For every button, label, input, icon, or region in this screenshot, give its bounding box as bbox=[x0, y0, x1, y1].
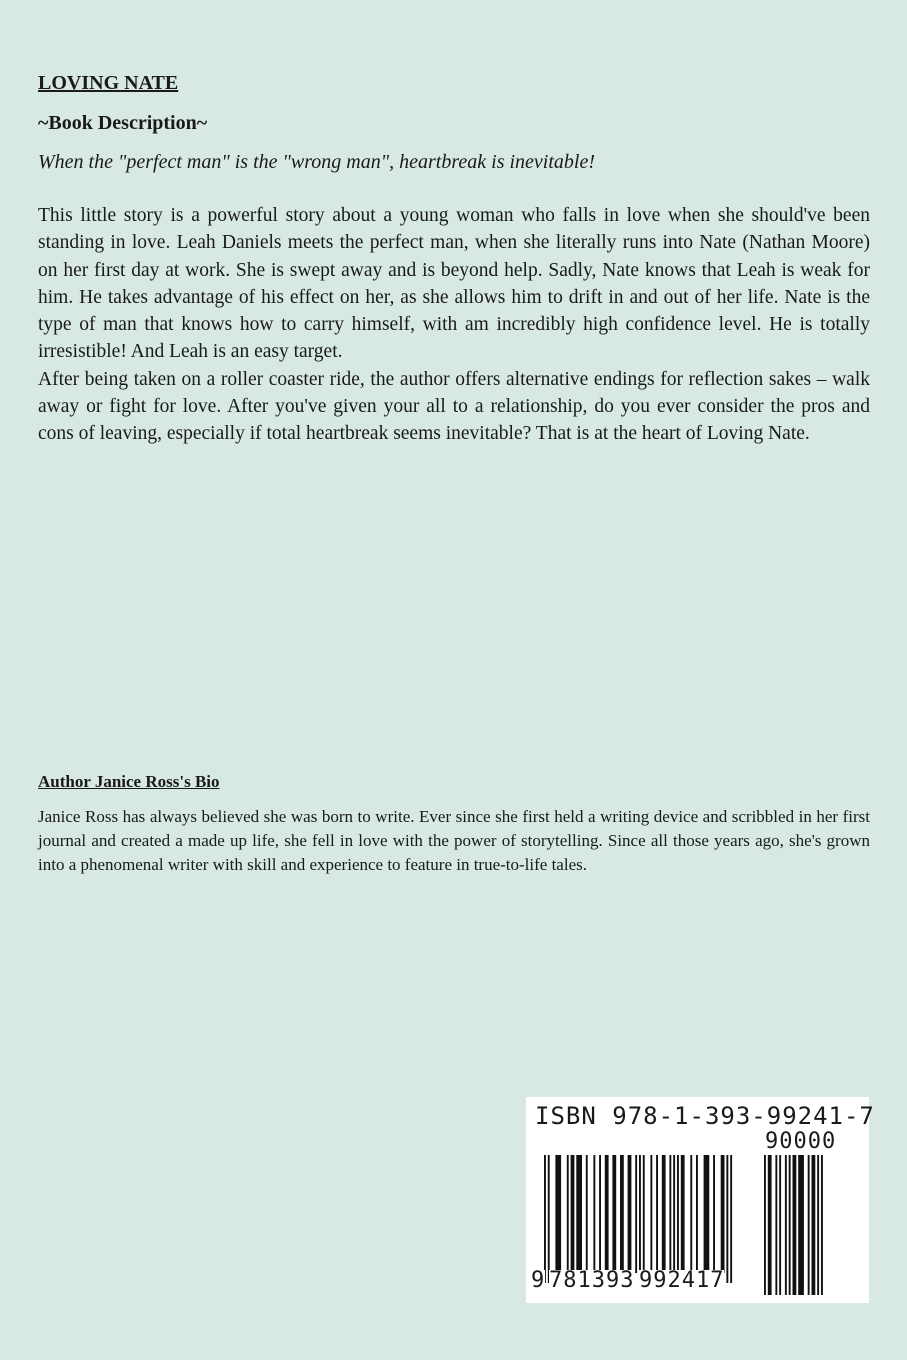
barcode-guard-bar bbox=[643, 1155, 645, 1283]
barcode-guard-bar bbox=[730, 1155, 732, 1283]
addon-bar bbox=[793, 1155, 797, 1295]
description-paragraph-2: After being taken on a roller coaster ride, the author offers alternative endings for reflection sakes – walk away or fight for love. After you've given your all to a relationship, do you ever consider the pros and cons of leaving, especially if total heartbreak seems inevitable? That is at the heart of Loving Nate. bbox=[38, 368, 870, 445]
addon-bar bbox=[821, 1155, 823, 1295]
barcode-bar bbox=[635, 1155, 637, 1273]
barcode-guard-bar bbox=[639, 1155, 641, 1283]
barcode-bar bbox=[576, 1155, 582, 1273]
isbn-label: ISBN 978-1-393-99241-7 bbox=[535, 1102, 875, 1130]
price-code: 90000 bbox=[765, 1129, 837, 1154]
barcode-bar bbox=[673, 1155, 675, 1273]
author-bio-section bbox=[38, 770, 870, 877]
book-description-section bbox=[38, 70, 870, 448]
addon-bar bbox=[768, 1155, 772, 1295]
book-title: LOVING NATE bbox=[38, 72, 179, 94]
barcode-bar bbox=[656, 1155, 658, 1273]
ean-right-group: 992417 bbox=[639, 1268, 725, 1293]
barcode-bar bbox=[650, 1155, 652, 1273]
addon-bar bbox=[812, 1155, 816, 1295]
barcode-bar bbox=[620, 1155, 624, 1273]
addon-bar bbox=[785, 1155, 787, 1295]
description-heading: ~Book Description~ bbox=[38, 112, 208, 134]
barcode-bar bbox=[704, 1155, 710, 1273]
addon-bar bbox=[798, 1155, 804, 1295]
barcode-bar bbox=[599, 1155, 601, 1273]
isbn-barcode bbox=[526, 1097, 875, 1303]
barcode-bar bbox=[681, 1155, 685, 1273]
barcode-bar bbox=[593, 1155, 595, 1273]
barcode-bar bbox=[555, 1155, 561, 1273]
barcode-bar bbox=[669, 1155, 671, 1273]
addon-bar bbox=[775, 1155, 777, 1295]
barcode-bar bbox=[567, 1155, 569, 1273]
bio-text: Janice Ross has always believed she was born to write. Ever since she first held a writing device and scribbled in her first journal and created a made up life, she fell in love with the power of storytelling. Since all those years ago, she's grown into a phenomenal writer with skill and experience to feature in true-to-life tales. bbox=[38, 807, 870, 874]
description-paragraph-1: This little story is a powerful story about a young woman who falls in love when she should've been standing in love. Leah Daniels meets the perfect man, when she literally runs into Nate (Nathan Moore) on her first day at work. She is swept away and is beyond help. Sadly, Nate knows that Leah is weak for him. He takes advantage of his effect on her, as she allows him to drift in and out of her life. Nate is the type of man that knows how to carry himself, with am incredibly high confidence level. He is totally irresistible! And Leah is an easy target. bbox=[38, 205, 870, 363]
barcode-bar bbox=[690, 1155, 692, 1273]
barcode-bar bbox=[696, 1155, 698, 1273]
addon-bar bbox=[789, 1155, 791, 1295]
barcode-bar bbox=[571, 1155, 575, 1273]
addon-bar bbox=[817, 1155, 819, 1295]
barcode-bar bbox=[612, 1155, 616, 1273]
book-tagline: When the "perfect man" is the "wrong man", heartbreak is inevitable! bbox=[38, 151, 596, 173]
barcode-bar bbox=[586, 1155, 588, 1273]
barcode-guard-bar bbox=[726, 1155, 728, 1283]
addon-bar bbox=[779, 1155, 781, 1295]
ean-first-digit: 9 bbox=[531, 1268, 546, 1293]
barcode-bar bbox=[605, 1155, 609, 1273]
barcode-guard-bar bbox=[544, 1155, 546, 1283]
barcode-bar bbox=[628, 1155, 632, 1273]
barcode-bar bbox=[721, 1155, 725, 1273]
barcode-bar bbox=[713, 1155, 715, 1273]
barcode-guard-bar bbox=[548, 1155, 550, 1283]
addon-bar bbox=[764, 1155, 766, 1295]
barcode-bar bbox=[677, 1155, 679, 1273]
bio-heading: Author Janice Ross's Bio bbox=[38, 772, 220, 791]
description-body bbox=[38, 202, 870, 448]
barcode-bar bbox=[662, 1155, 666, 1273]
addon-bar bbox=[808, 1155, 810, 1295]
ean-left-group: 781393 bbox=[549, 1268, 635, 1293]
